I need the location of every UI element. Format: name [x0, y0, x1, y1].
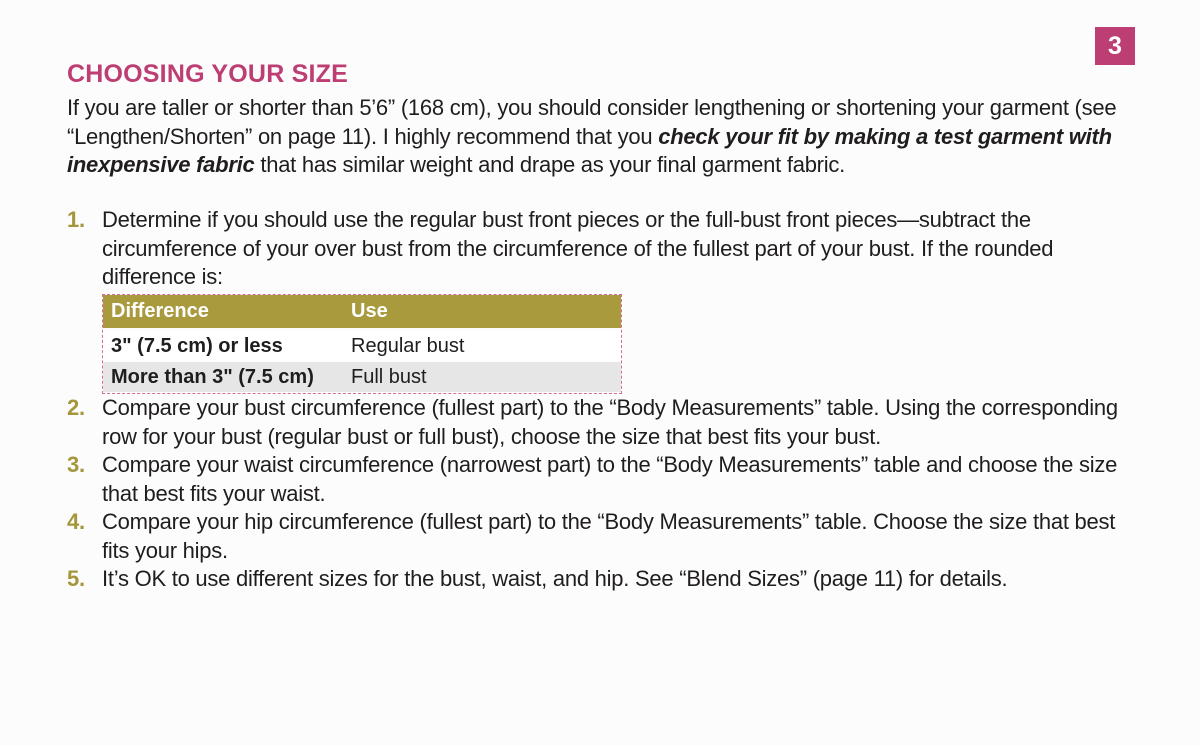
table-header-row — [103, 295, 621, 328]
step-text: Compare your hip circumference (fullest part) to the “Body Measurements” table. Choose the size that best fits your hips. — [102, 509, 1116, 563]
step-text: Compare your waist circumference (narrowest part) to the “Body Measurements” table and choose the size that best fits your waist. — [102, 452, 1118, 506]
step-text: It’s OK to use different sizes for the bust, waist, and hip. See “Blend Sizes” (page 11) for details. — [102, 566, 1008, 591]
list-item-step-2 — [67, 394, 1147, 451]
table-cell-difference: More than 3" (7.5 cm) — [111, 366, 314, 388]
intro-text-before: If you are taller or shorter than 5’6” (168 cm), you should consider lengthening or shortening your garment (see “Lengthen/Shorten” on page 11). I highly recommend that you — [67, 95, 1117, 149]
step-number: 2. — [67, 395, 85, 420]
table-cell-difference: 3" (7.5 cm) or less — [111, 335, 283, 357]
table-header-use: Use — [351, 300, 388, 322]
section-heading: CHOOSING YOUR SIZE — [67, 60, 348, 88]
intro-paragraph — [67, 94, 1142, 180]
bust-size-table — [102, 294, 622, 394]
list-item-step-3 — [67, 451, 1147, 508]
table-row — [103, 362, 621, 392]
step-number: 1. — [67, 207, 85, 232]
list-item-step-4 — [67, 508, 1147, 565]
step-number: 4. — [67, 509, 85, 534]
step-text: Compare your bust circumference (fullest part) to the “Body Measurements” table. Using the corresponding row for your bust (regular bust or full bust), choose the size that best fits your bust. — [102, 395, 1118, 449]
list-item-step-5 — [67, 565, 1147, 594]
table-header-difference: Difference — [111, 300, 209, 322]
intro-text-after: that has similar weight and drape as your final garment fabric. — [254, 152, 846, 177]
intro-emphasis: check your fit by making a test garment with inexpensive fabric — [67, 123, 1112, 177]
step-number: 5. — [67, 566, 85, 591]
step-number: 3. — [67, 452, 85, 477]
table-row — [103, 331, 621, 361]
step-text: Determine if you should use the regular bust front pieces or the full-bust front pieces—subtract the circumference of your over bust from the circumference of the fullest part of your bust. If the rounded difference is: — [102, 207, 1054, 289]
list-item-step-1 — [67, 206, 1147, 292]
table-cell-use: Regular bust — [351, 335, 465, 357]
table-cell-use: Full bust — [351, 366, 427, 388]
page-number-badge: 3 — [1095, 27, 1135, 65]
